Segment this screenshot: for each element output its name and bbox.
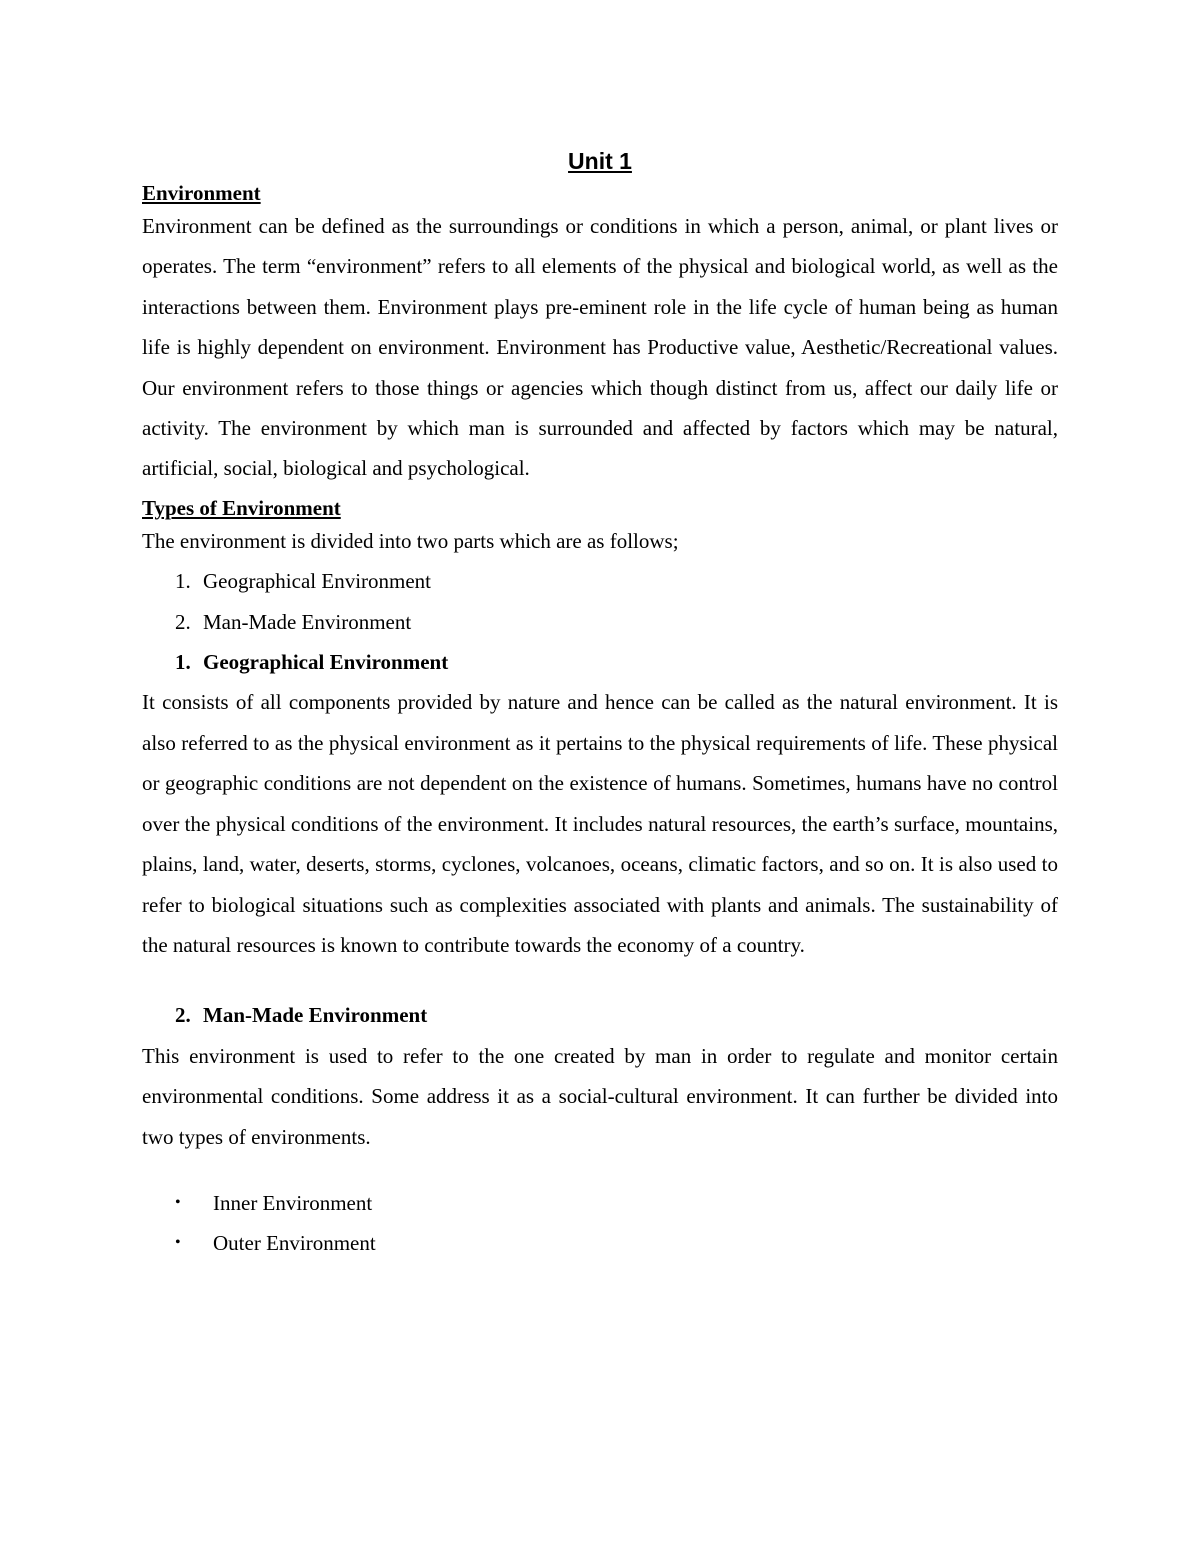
types-list xyxy=(142,561,1058,642)
section-title: Man-Made Environment xyxy=(203,1003,428,1028)
list-item-label: Inner Environment xyxy=(213,1190,373,1215)
man-made-heading xyxy=(142,995,1058,1035)
man-made-paragraph: This environment is used to refer to the one created by man in order to regulate and monitor certain environmental conditions. Some address it as a social-cultural environment. It can further be divided into two types of environments. xyxy=(142,1043,1058,1149)
geographical-paragraph: It consists of all components provided by nature and hence can be called as the natural environment. It is also referred to as the physical environment as it pertains to the physical requirements of life. These physical or geographic conditions are not dependent on the existence of humans. Sometimes, humans have no control over the physical conditions of the environment. It includes natural resources, the earth’s surface, mountains, plains, land, water, deserts, storms, cyclones, volcanoes, oceans, climatic factors, and so on. It is also used to refer to biological situations such as complexities associated with plants and animals. The sustainability of the natural resources is known to contribute towards the economy of a country. xyxy=(142,690,1058,957)
bullet-icon: • xyxy=(175,1234,181,1252)
geographical-heading xyxy=(142,642,1058,682)
environment-paragraph: Environment can be defined as the surroundings or conditions in which a person, animal, or plant lives or operates. The term “environment” refers to all elements of the physical and biological world, as well as the interactions between them. Environment plays pre-eminent role in the life cycle of human being as human life is highly dependent on environment. Environment has Productive value, Aesthetic/Recreational values. Our environment refers to those things or agencies which though distinct from us, affect our daily life or activity. The environment by which man is surrounded and affected by factors which may be natural, artificial, social, biological and psychological. xyxy=(142,214,1058,481)
spacer xyxy=(142,1157,1058,1183)
environment-heading: Environment xyxy=(142,181,261,205)
list-item-label: Outer Environment xyxy=(213,1231,376,1256)
document-page xyxy=(142,142,1058,1264)
section-title: Geographical Environment xyxy=(203,650,449,675)
types-heading: Types of Environment xyxy=(142,495,341,520)
unit-title: Unit 1 xyxy=(568,148,632,174)
list-number: 1. xyxy=(175,569,191,594)
section-number: 2. xyxy=(175,1003,191,1028)
list-item-label: Man-Made Environment xyxy=(203,609,412,634)
types-intro: The environment is divided into two parts which are as follows; xyxy=(142,528,679,553)
spacer xyxy=(142,965,1058,995)
list-item xyxy=(142,561,1058,601)
section-number: 1. xyxy=(175,650,191,675)
bullet-list xyxy=(142,1183,1058,1264)
list-item xyxy=(142,1183,1058,1223)
list-item xyxy=(142,1223,1058,1263)
list-item xyxy=(142,602,1058,642)
list-number: 2. xyxy=(175,609,191,634)
list-item-label: Geographical Environment xyxy=(203,569,432,594)
bullet-icon: • xyxy=(175,1193,181,1211)
